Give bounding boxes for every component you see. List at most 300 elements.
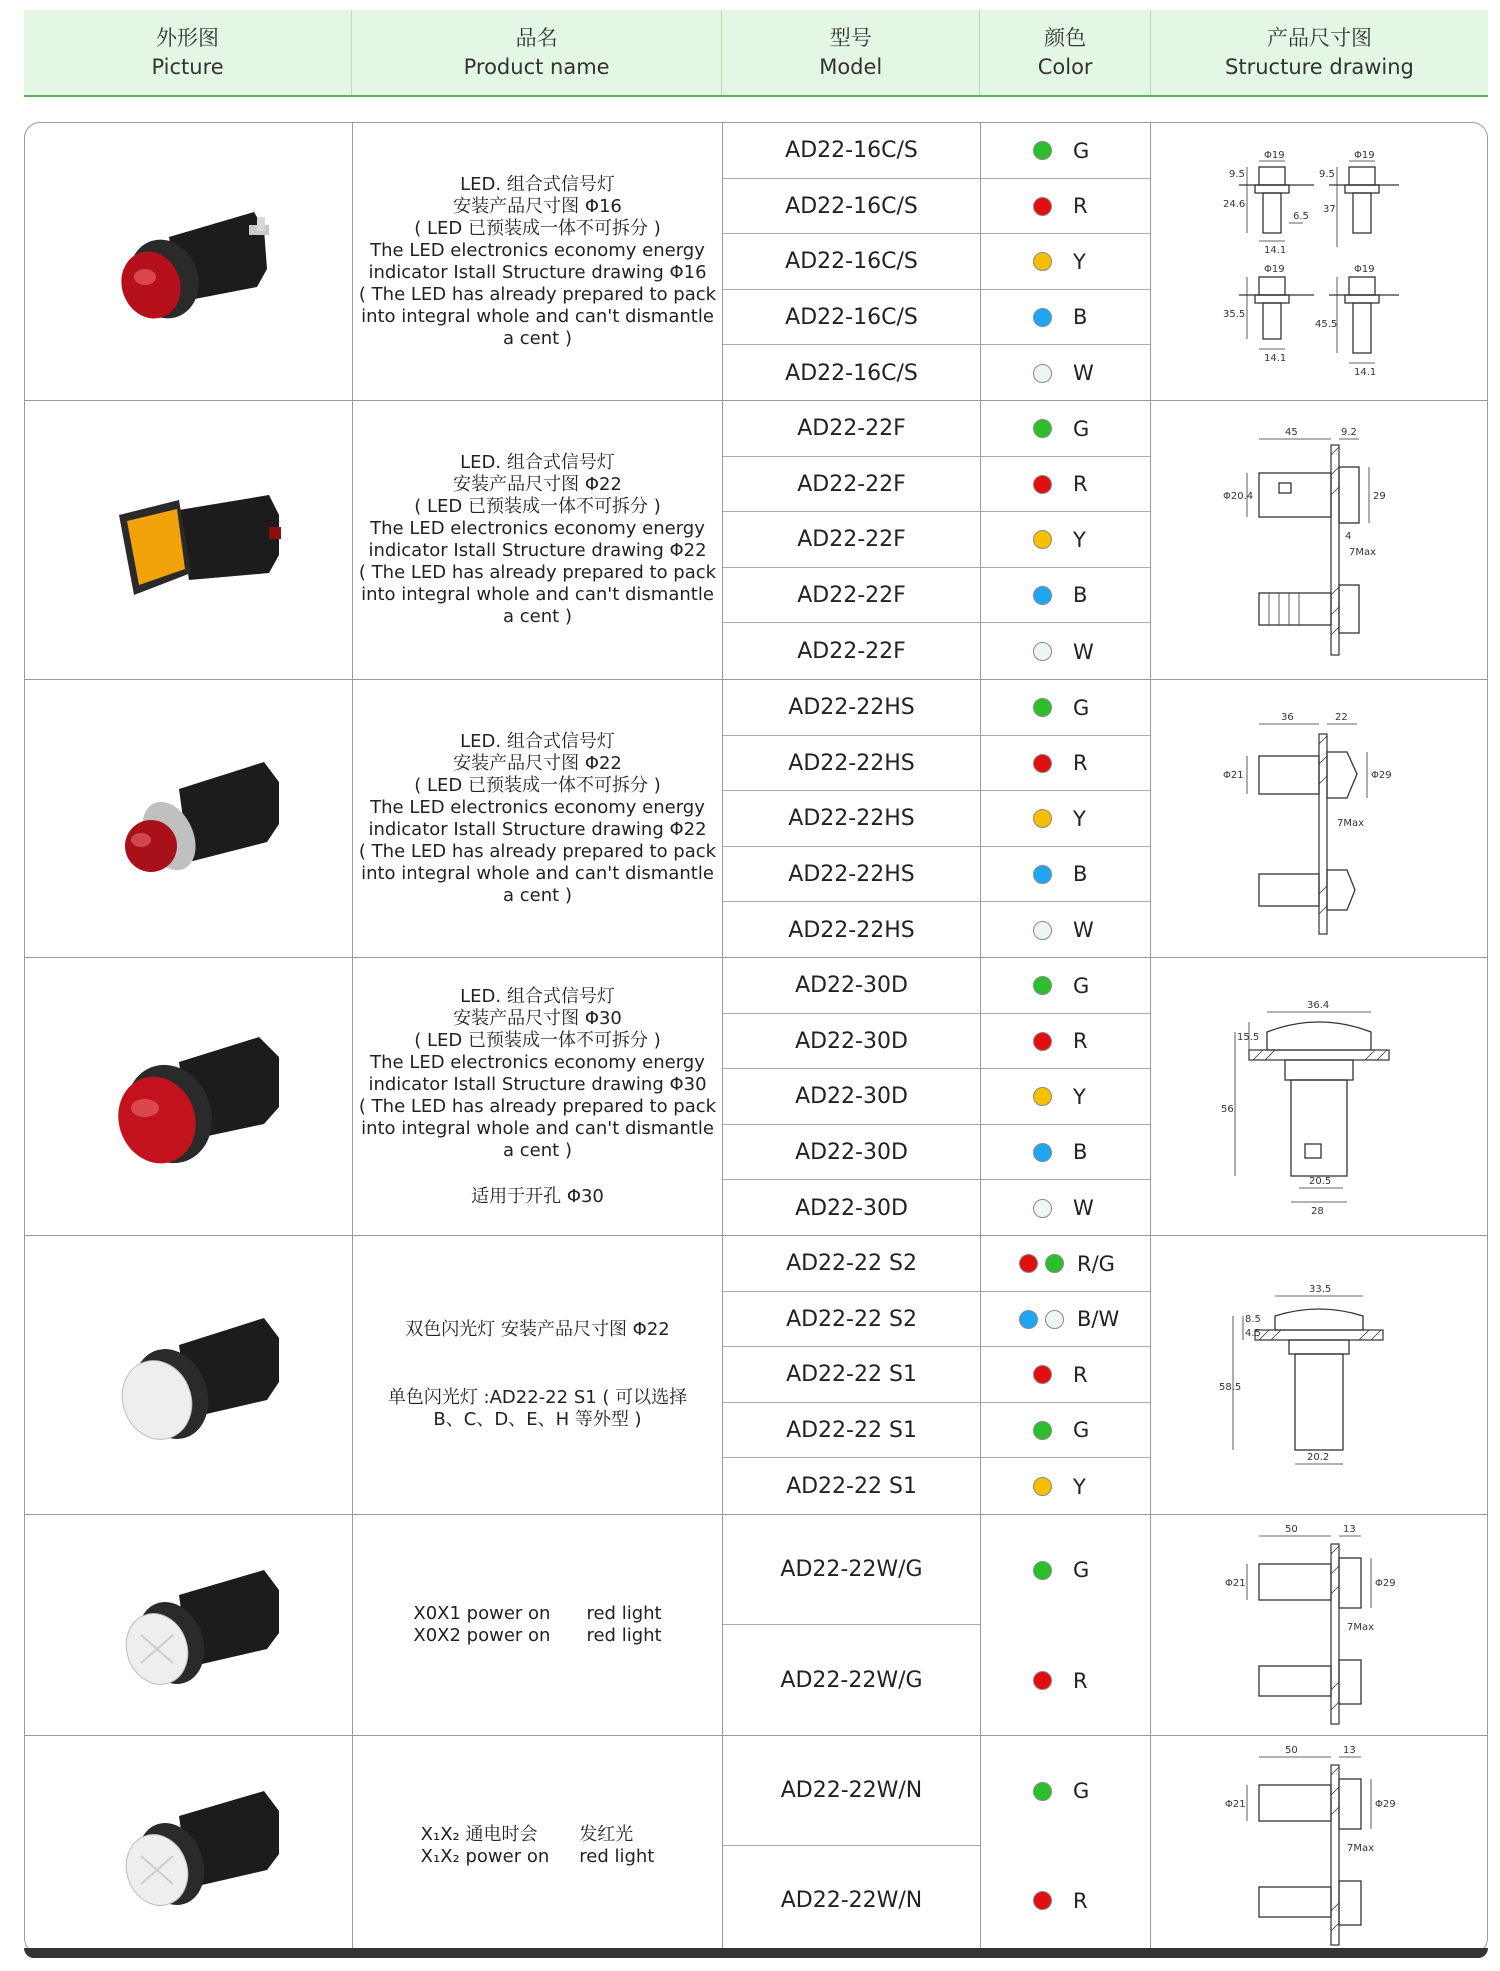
name-line: X0X1 power on: [413, 1603, 551, 1624]
name-line: The LED electronics economy energy: [370, 796, 705, 818]
color-dot: [1033, 1421, 1052, 1440]
color-cell: [981, 847, 1150, 902]
name-line: LED. 组合式信号灯: [460, 985, 615, 1007]
dimension-label: Φ19: [1354, 149, 1375, 161]
name-line: a cent ): [503, 1139, 572, 1161]
structure-drawing-cell: [1151, 1236, 1487, 1514]
dimension-label: 20.5: [1309, 1175, 1332, 1187]
structure-drawing: [1219, 415, 1419, 665]
name-line: into integral whole and can't dismantle: [361, 862, 714, 884]
dimension-label: Φ29: [1375, 1578, 1396, 1589]
product-picture: [25, 958, 353, 1235]
indicator-light-image: [79, 734, 299, 904]
dimension-label: 13: [1343, 1524, 1356, 1535]
color-column: [981, 680, 1151, 957]
color-label: R: [1073, 194, 1088, 218]
table-row: [25, 958, 1487, 1236]
dimension-label: 45: [1285, 427, 1298, 438]
header-model-cn: 型号: [829, 25, 872, 50]
color-dot: [1033, 642, 1052, 661]
name-line: ( The LED has already prepared to pack: [358, 840, 717, 862]
model-cell: [723, 958, 980, 1014]
model-column: [723, 401, 981, 679]
color-label: W: [1073, 361, 1094, 385]
dimension-label: 45.5: [1315, 318, 1338, 330]
color-cell: [981, 1292, 1150, 1347]
model-cell: [723, 902, 980, 958]
model-text: AD22-22HS: [788, 917, 915, 943]
dimension-label: 9.5: [1319, 168, 1335, 180]
model-text: AD22-22F: [797, 639, 906, 664]
color-label: R: [1073, 1362, 1088, 1387]
model-cell: [723, 791, 980, 847]
dimension-label: 29: [1373, 491, 1386, 502]
table-row: [25, 123, 1487, 401]
dimension-label: 33.5: [1309, 1284, 1332, 1295]
color-dot: [1033, 921, 1052, 940]
color-cell: [981, 1125, 1150, 1180]
dimension-label: 24.6: [1223, 198, 1246, 210]
color-label: B/W: [1077, 1307, 1120, 1331]
model-cell: [723, 1125, 980, 1180]
name-line: 发红光: [579, 1823, 634, 1845]
dimension-label: 4: [1345, 531, 1352, 542]
color-dot: [1033, 1477, 1052, 1496]
model-cell: [723, 457, 980, 512]
model-text: AD22-22 S1: [786, 1474, 917, 1499]
dimension-label: 50: [1285, 1524, 1298, 1535]
model-text: AD22-30D: [795, 973, 908, 998]
color-dot: [1033, 1365, 1052, 1384]
name-line: B、C、D、E、H 等外型 ): [433, 1409, 642, 1430]
color-label: R: [1073, 1668, 1088, 1693]
color-cell: [981, 123, 1150, 179]
color-cell: [981, 179, 1150, 234]
color-cell: [981, 345, 1150, 401]
dimension-label: 6.5: [1293, 210, 1309, 222]
model-cell: [723, 623, 980, 680]
color-dot: [1033, 976, 1052, 995]
color-column: [981, 958, 1151, 1235]
color-dot: [1045, 1310, 1064, 1329]
dimension-label: 4.5: [1245, 1328, 1261, 1339]
color-dot: [1033, 475, 1052, 494]
color-dot: [1033, 530, 1052, 549]
color-dot: [1033, 364, 1052, 383]
model-cell: [723, 1515, 980, 1625]
name-line: red light: [586, 1603, 662, 1624]
model-text: AD22-22F: [797, 416, 906, 441]
color-cell: [981, 902, 1150, 958]
product-table: [24, 122, 1488, 1954]
color-dot: [1033, 698, 1052, 717]
model-cell: [723, 234, 980, 290]
color-label: G: [1073, 973, 1090, 998]
indicator-light-image: [79, 455, 299, 625]
color-label: R: [1073, 472, 1088, 496]
product-picture: [25, 1515, 353, 1735]
structure-drawing: [1219, 1520, 1419, 1730]
product-picture: [25, 1236, 353, 1514]
name-line: 适用于开孔 Φ30: [471, 1185, 604, 1207]
header-picture: [24, 10, 352, 95]
structure-drawing-cell: [1151, 958, 1487, 1235]
model-cell: [723, 123, 980, 179]
color-dot: [1033, 419, 1052, 438]
color-dot: [1033, 308, 1052, 327]
name-line: indicator Istall Structure drawing Φ16: [368, 261, 707, 283]
dimension-label: 20.2: [1307, 1452, 1330, 1463]
color-label: B: [1073, 1140, 1088, 1164]
model-text: AD22-22HS: [788, 806, 915, 831]
model-cell: [723, 512, 980, 568]
color-dot: [1033, 141, 1052, 160]
color-column: [981, 123, 1151, 400]
model-text: AD22-22 S1: [786, 1362, 917, 1387]
dimension-label: Φ20.4: [1223, 491, 1254, 502]
color-cell: [981, 680, 1150, 736]
model-text: AD22-22HS: [788, 695, 915, 720]
model-column: [723, 123, 981, 400]
dimension-label: 7Max: [1337, 817, 1365, 829]
color-dot: [1045, 1254, 1064, 1273]
name-line: ( The LED has already prepared to pack: [358, 1095, 717, 1117]
model-cell: [723, 568, 980, 623]
model-text: AD22-16C/S: [785, 138, 918, 163]
color-label: R: [1073, 1888, 1088, 1913]
name-line: a cent ): [503, 884, 572, 906]
color-dot: [1033, 1891, 1052, 1910]
dimension-label: 8.5: [1245, 1314, 1261, 1325]
product-name-cell: [353, 123, 723, 400]
color-cell: [981, 512, 1150, 568]
model-cell: [723, 1736, 980, 1846]
dimension-label: Φ19: [1264, 149, 1285, 161]
color-cell: [981, 401, 1150, 457]
color-cell: [981, 1347, 1150, 1403]
color-label: Y: [1073, 806, 1086, 831]
color-cell: [981, 234, 1150, 290]
color-column: [981, 401, 1151, 679]
color-label: Y: [1073, 527, 1086, 552]
name-line: 安装产品尺寸图 Φ22: [453, 752, 622, 774]
color-cell: [981, 457, 1150, 512]
indicator-light-image: [79, 1545, 299, 1705]
model-cell: [723, 1292, 980, 1347]
dimension-label: Φ21: [1225, 1798, 1246, 1810]
name-line: into integral whole and can't dismantle: [361, 305, 714, 327]
color-cell: [981, 290, 1150, 345]
product-name-cell: [353, 958, 723, 1235]
model-text: AD22-22 S2: [786, 1306, 917, 1332]
header-picture-en: Picture: [151, 54, 224, 79]
model-text: AD22-16C/S: [785, 249, 918, 274]
table-row: [25, 680, 1487, 958]
structure-drawing: [1219, 1741, 1419, 1951]
model-text: AD22-30D: [795, 1195, 908, 1221]
color-cell: [981, 568, 1150, 623]
color-label: W: [1073, 1196, 1094, 1220]
color-dot: [1033, 1782, 1052, 1801]
color-label: B: [1073, 583, 1088, 607]
name-line: 安装产品尺寸图 Φ22: [453, 474, 622, 495]
dimension-label: 50: [1285, 1744, 1298, 1756]
product-picture: [25, 401, 353, 679]
indicator-light-image: [79, 1012, 299, 1182]
dimension-label: Φ19: [1264, 263, 1285, 275]
model-cell: [723, 1180, 980, 1236]
color-cell: [981, 1403, 1150, 1458]
structure-drawing: [1219, 137, 1419, 387]
header-model-en: Model: [819, 54, 883, 79]
color-dot: [1019, 1310, 1038, 1329]
color-dot: [1033, 1087, 1052, 1106]
color-label: B: [1073, 305, 1088, 329]
color-label: Y: [1073, 249, 1086, 274]
color-cell: [981, 1180, 1150, 1236]
model-column: [723, 1515, 981, 1735]
color-dot: [1033, 1199, 1052, 1218]
color-cell: [981, 1515, 1150, 1625]
model-text: AD22-30D: [795, 1028, 908, 1054]
product-name-cell: [353, 680, 723, 957]
model-cell: [723, 290, 980, 345]
model-cell: [723, 1458, 980, 1515]
product-picture: [25, 680, 353, 957]
header-color: [980, 10, 1151, 95]
name-line: X0X2 power on: [413, 1625, 551, 1646]
model-text: AD22-22W/G: [780, 1668, 923, 1693]
dimension-label: 36.4: [1307, 999, 1330, 1011]
header-structure-drawing: [1151, 10, 1488, 95]
dimension-label: 56: [1221, 1103, 1234, 1115]
dimension-label: 9.2: [1341, 427, 1357, 438]
model-cell: [723, 1846, 980, 1954]
header-drawing-en: Structure drawing: [1225, 54, 1414, 79]
color-label: G: [1073, 138, 1090, 163]
dimension-label: 28: [1311, 1205, 1324, 1217]
model-text: AD22-22F: [797, 582, 906, 608]
color-dot: [1033, 586, 1052, 605]
color-cell: [981, 1069, 1150, 1125]
product-name-cell: [353, 401, 723, 679]
color-label: G: [1073, 695, 1090, 720]
model-cell: [723, 1014, 980, 1069]
color-label: G: [1073, 1418, 1090, 1442]
color-label: Y: [1073, 1084, 1086, 1109]
model-text: AD22-22HS: [788, 861, 915, 887]
header-drawing-cn: 产品尺寸图: [1266, 25, 1372, 50]
name-line: The LED electronics economy energy: [370, 518, 705, 539]
color-label: R/G: [1077, 1251, 1115, 1276]
name-line: a cent ): [503, 606, 572, 627]
table-header: [24, 10, 1488, 97]
table-row: [25, 401, 1487, 680]
dimension-label: 15.5: [1237, 1031, 1260, 1043]
color-label: R: [1073, 751, 1088, 775]
name-line: 安装产品尺寸图 Φ30: [453, 1007, 622, 1029]
model-cell: [723, 1236, 980, 1292]
structure-drawing: [1219, 1250, 1419, 1500]
model-text: AD22-22W/N: [780, 1778, 923, 1803]
model-column: [723, 1236, 981, 1514]
color-label: R: [1073, 1029, 1088, 1053]
dimension-label: 7Max: [1347, 1842, 1375, 1854]
dimension-label: 14.1: [1264, 244, 1287, 256]
model-column: [723, 1736, 981, 1954]
color-column: [981, 1515, 1151, 1735]
name-line: ( LED 已预装成一体不可拆分 ): [414, 217, 661, 239]
color-label: G: [1073, 1558, 1090, 1582]
model-column: [723, 680, 981, 957]
indicator-light-image: [79, 177, 299, 347]
name-line: a cent ): [503, 327, 572, 349]
structure-drawing-cell: [1151, 680, 1487, 957]
color-dot: [1033, 865, 1052, 884]
dimension-label: Φ19: [1354, 263, 1375, 275]
name-line: into integral whole and can't dismantle: [361, 1117, 714, 1139]
name-line: X₁X₂ 通电时会: [420, 1823, 538, 1845]
color-column: [981, 1736, 1151, 1954]
dimension-label: 7Max: [1349, 547, 1377, 558]
model-text: AD22-22 S1: [786, 1417, 917, 1443]
dimension-label: Φ29: [1375, 1798, 1396, 1810]
model-column: [723, 958, 981, 1235]
dimension-label: 9.5: [1229, 168, 1245, 180]
color-dot: [1033, 252, 1052, 271]
structure-drawing-cell: [1151, 1515, 1487, 1735]
header-name-en: Product name: [463, 54, 610, 79]
color-label: G: [1073, 1779, 1090, 1803]
name-line: indicator Istall Structure drawing Φ22: [368, 818, 707, 840]
name-line: LED. 组合式信号灯: [460, 452, 615, 473]
name-line: ( LED 已预装成一体不可拆分 ): [414, 1029, 661, 1051]
color-cell: [981, 623, 1150, 680]
model-cell: [723, 345, 980, 401]
name-line: LED. 组合式信号灯: [460, 173, 615, 195]
color-dot: [1019, 1254, 1038, 1273]
model-cell: [723, 680, 980, 736]
color-cell: [981, 1846, 1150, 1954]
name-line: indicator Istall Structure drawing Φ30: [368, 1073, 707, 1095]
color-cell: [981, 1625, 1150, 1736]
color-column: [981, 1236, 1151, 1514]
dimension-label: 36: [1281, 711, 1294, 723]
table-row: [25, 1736, 1487, 1954]
model-text: AD22-16C/S: [785, 193, 918, 219]
model-text: AD22-22F: [797, 471, 906, 497]
indicator-light-image: [79, 1290, 299, 1460]
header-picture-cn: 外形图: [156, 25, 220, 50]
model-text: AD22-16C/S: [785, 360, 918, 386]
color-dot: [1033, 754, 1052, 773]
bottom-bar: [24, 1948, 1488, 1958]
name-line: ( The LED has already prepared to pack: [358, 283, 717, 305]
dimension-label: Φ29: [1371, 769, 1392, 781]
color-cell: [981, 1236, 1150, 1292]
color-label: W: [1073, 918, 1094, 942]
product-picture: [25, 123, 353, 400]
color-dot: [1033, 1671, 1052, 1690]
color-dot: [1033, 1143, 1052, 1162]
model-cell: [723, 1069, 980, 1125]
color-dot: [1033, 197, 1052, 216]
indicator-light-image: [79, 1766, 299, 1926]
header-color-en: Color: [1037, 54, 1093, 79]
color-label: G: [1073, 416, 1090, 441]
model-text: AD22-16C/S: [785, 304, 918, 330]
name-line: 安装产品尺寸图 Φ16: [453, 195, 622, 217]
name-line: ( LED 已预装成一体不可拆分 ): [414, 774, 661, 796]
name-line: ( LED 已预装成一体不可拆分 ): [414, 496, 661, 517]
header-model: [722, 10, 980, 95]
product-name-cell: [353, 1736, 723, 1954]
model-cell: [723, 1347, 980, 1403]
name-line: red light: [586, 1625, 662, 1646]
color-dot: [1033, 809, 1052, 828]
model-text: AD22-22 S2: [786, 1251, 917, 1276]
color-dot: [1033, 1032, 1052, 1051]
name-line: 单色闪光灯 :AD22-22 S1 ( 可以选择: [387, 1387, 688, 1408]
structure-drawing-cell: [1151, 401, 1487, 679]
color-cell: [981, 791, 1150, 847]
product-name-cell: [353, 1515, 723, 1735]
header-product-name: [352, 10, 722, 95]
header-name-cn: 品名: [515, 25, 558, 50]
model-text: AD22-22W/N: [780, 1888, 923, 1913]
dimension-label: 13: [1343, 1744, 1356, 1756]
structure-drawing: [1219, 972, 1419, 1222]
name-line: LED. 组合式信号灯: [460, 730, 615, 752]
dimension-label: 7Max: [1347, 1622, 1375, 1633]
name-line: red light: [579, 1845, 655, 1867]
color-cell: [981, 1736, 1150, 1846]
header-color-cn: 颜色: [1044, 25, 1087, 50]
model-text: AD22-22HS: [788, 750, 915, 776]
product-picture: [25, 1736, 353, 1954]
name-line: The LED electronics economy energy: [370, 239, 705, 261]
name-line: ( The LED has already prepared to pack: [358, 562, 717, 583]
structure-drawing-cell: [1151, 123, 1487, 400]
model-cell: [723, 736, 980, 791]
model-text: AD22-30D: [795, 1139, 908, 1165]
model-text: AD22-22F: [797, 527, 906, 552]
model-cell: [723, 179, 980, 234]
model-text: AD22-22W/G: [780, 1557, 923, 1582]
name-line: The LED electronics economy energy: [370, 1051, 705, 1073]
structure-drawing: [1219, 694, 1419, 944]
dimension-label: 37: [1323, 203, 1336, 215]
color-label: Y: [1073, 1474, 1086, 1499]
model-cell: [723, 1403, 980, 1458]
structure-drawing-cell: [1151, 1736, 1487, 1954]
color-label: W: [1073, 639, 1094, 664]
dimension-label: Φ21: [1225, 1578, 1246, 1589]
dimension-label: 14.1: [1354, 366, 1377, 378]
dimension-label: Φ21: [1223, 769, 1244, 781]
color-dot: [1033, 1561, 1052, 1580]
color-cell: [981, 1458, 1150, 1515]
table-row: [25, 1236, 1487, 1515]
color-cell: [981, 958, 1150, 1014]
name-line: indicator Istall Structure drawing Φ22: [368, 540, 707, 561]
dimension-label: 35.5: [1223, 308, 1246, 320]
product-name-cell: [353, 1236, 723, 1514]
name-line: X₁X₂ power on: [420, 1845, 550, 1867]
name-line: 双色闪光灯 安装产品尺寸图 Φ22: [405, 1319, 670, 1340]
model-cell: [723, 401, 980, 457]
color-cell: [981, 1014, 1150, 1069]
